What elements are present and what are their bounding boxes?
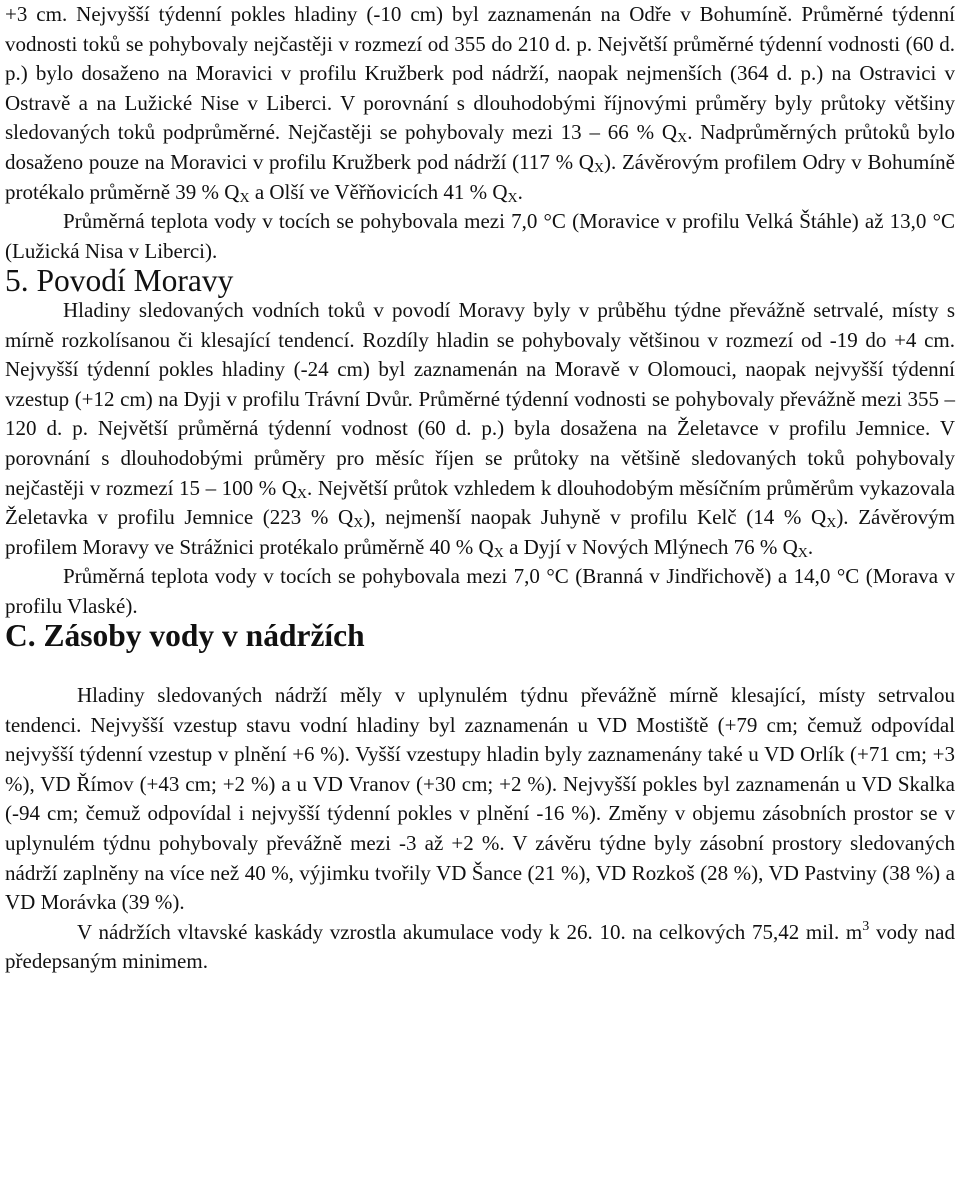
morava-temperature-paragraph: Průměrná teplota vody v tocích se pohybovala mezi 7,0 °C (Branná v Jindřichově) a 14,0 °C (Morava v profilu Vlaské).	[5, 564, 955, 618]
odra-temperature-paragraph: Průměrná teplota vody v tocích se pohybovala mezi 7,0 °C (Moravice v profilu Velká Štáhle) až 13,0 °C (Lužická Nisa v Liberci).	[5, 209, 955, 263]
reservoir-levels-paragraph: Hladiny sledovaných nádrží měly v uplynulém týdnu převážně mírně klesající, místy setrvalou tendenci. Nejvyšší vzestup stavu vodní hladiny byl zaznamenán u VD Mostiště (+79 cm; čemuž odpovídal nejvyšší týdenní vzestup v plnění +6 %). Vyšší vzestupy hladin byly zaznamenány také u VD Orlík (+71 cm; +3 %), VD Římov (+43 cm; +2 %) a u VD Vranov (+30 cm; +2 %). Nejvyšší pokles byl zaznamenán u VD Skalka (-94 cm; čemuž odpovídal i nejvyšší týdenní pokles v plnění -16 %). Změny v objemu zásobních prostor se v uplynulém týdnu pohybovaly převážně mezi -3 až +2 %. V závěru týdne byly zásobní prostory sledovaných nádrží zaplněny na více než 40 %, výjimku tvořily VD Šance (21 %), VD Rozkoš (28 %), VD Pastviny (38 %) a VD Morávka (39 %).	[5, 683, 955, 915]
morava-paragraph: Hladiny sledovaných vodních toků v povodí Moravy byly v průběhu týdne převážně setrvalé, místy s mírně rozkolísanou či klesající tendencí. Rozdíly hladin se pohybovaly většinou v rozmezí od -19 do +4 cm. Nejvyšší týdenní pokles hladiny (-24 cm) byl zaznamenán na Moravě v Olomouci, naopak nejvyšší týdenní vzestup (+12 cm) na Dyji v profilu Trávní Dvůr. Průměrné týdenní vodnosti se pohybovaly převážně mezi 355 – 120 d. p. Největší průměrná týdenní vodnost (60 d. p.) byla dosažena na Želetavce v profilu Jemnice. V porovnání s dlouhodobými průměry pro měsíc říjen se průtoky na většině sledovaných toků pohybovaly nejčastěji v rozmezí 15 – 100 % $Q_X$. Největší průtok vzhledem k dlouhodobým měsíčním průměrům vykazovala Želetavka v profilu Jemnice (223 % $Q_X$), nejmenší naopak Juhyně v profilu Kelč (14 % $Q_X$). Závěrovým profilem Moravy ve Strážnici protékalo průměrně 40 % $Q_X$ a Dyjí v Nových Mlýnech 76 % $Q_X$.	[5, 297, 956, 561]
section-5-heading: 5. Povodí Moravy	[5, 263, 234, 299]
odra-paragraph: +3 cm. Nejvyšší týdenní pokles hladiny (-10 cm) byl zaznamenán na Odře v Bohumíně. Průměrné týdenní vodnosti toků se pohybovaly nejčastěji v rozmezí od 355 do 210 d. p. Největší průměrné týdenní vodnosti (60 d. p.) bylo dosaženo na Moravici v profilu Kružberk pod nádrží, naopak nejmenších (364 d. p.) na Ostravici v Ostravě a na Lužické Nise v Liberci. V porovnání s dlouhodobými říjnovými průměry byly průtoky většiny sledovaných toků podprůměrné. Nejčastěji se pohybovaly mezi 13 – 66 % $Q_X$. Nadprůměrných průtoků bylo dosaženo pouze na Moravici v profilu Kružberk pod nádrží (117 % $Q_X$). Závěrovým profilem Odry v Bohumíně protékalo průměrně 39 % $Q_X$ a Olší ve Věřňovicích 41 % $Q_X$.	[5, 2, 955, 206]
document-page	[5, 0, 955, 977]
section-c-heading: C. Zásoby vody v nádržích	[5, 618, 365, 654]
vltava-cascade-paragraph: V nádržích vltavské kaskády vzrostla akumulace vody k 26. 10. na celkových 75,42 mil. $m^3$ vody nad předepsaným minimem.	[5, 918, 955, 974]
